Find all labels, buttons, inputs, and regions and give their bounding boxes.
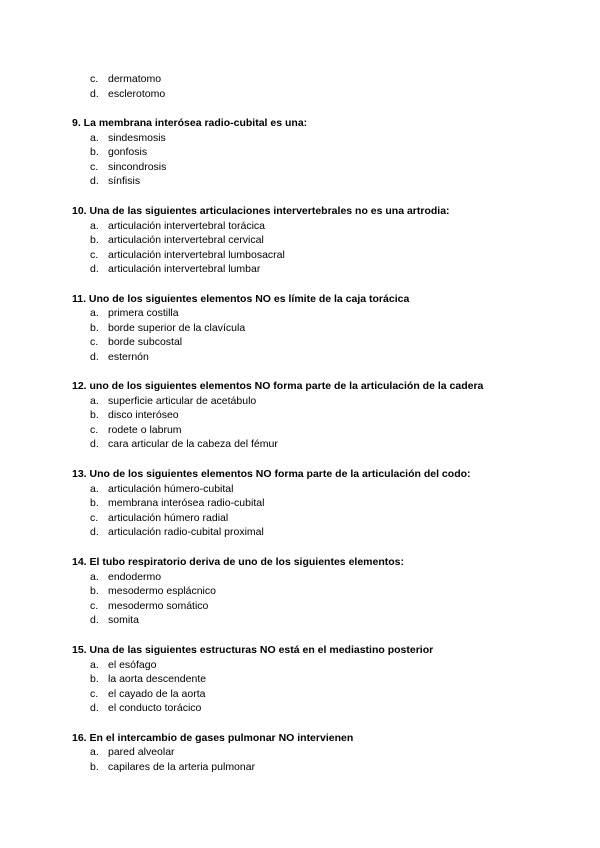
question-13-title: 13. Uno de los siguientes elementos NO forma parte de la articulación del codo: bbox=[72, 468, 471, 480]
option-text: borde superior de la clavícula bbox=[108, 322, 246, 334]
option-letter: c. bbox=[90, 161, 99, 173]
option-letter: c. bbox=[90, 424, 99, 436]
option-text: borde subcostal bbox=[108, 336, 183, 348]
option-letter: b. bbox=[90, 146, 99, 158]
question-16-title: 16. En el intercambio de gases pulmonar NO intervienen bbox=[72, 732, 354, 744]
option-text: la aorta descendente bbox=[108, 673, 207, 685]
option-letter: d. bbox=[90, 614, 99, 626]
option-letter: d. bbox=[90, 438, 99, 450]
option-letter: c. bbox=[90, 600, 99, 612]
option-letter: a. bbox=[90, 483, 99, 495]
option-text: sindesmosis bbox=[108, 132, 166, 144]
option-text: el cayado de la aorta bbox=[108, 688, 206, 700]
option-text: articulación intervertebral cervical bbox=[108, 234, 264, 246]
option-letter: b. bbox=[90, 322, 99, 334]
option-text: gonfosis bbox=[108, 146, 148, 158]
option-letter: a. bbox=[90, 307, 99, 319]
option-text: somita bbox=[108, 614, 139, 626]
option-letter: c. bbox=[90, 512, 99, 524]
option-text: esclerotomo bbox=[108, 88, 166, 100]
option-letter: d. bbox=[90, 351, 99, 363]
option-text: esternón bbox=[108, 351, 149, 363]
option-text: mesodermo somático bbox=[108, 600, 209, 612]
option-text: articulación intervertebral torácica bbox=[108, 220, 265, 232]
option-text: cara articular de la cabeza del fémur bbox=[108, 438, 278, 450]
option-letter: b. bbox=[90, 585, 99, 597]
option-letter: d. bbox=[90, 175, 99, 187]
option-text: articulación húmero radial bbox=[108, 512, 229, 524]
option-letter: b. bbox=[90, 761, 99, 773]
option-text: el esófago bbox=[108, 659, 157, 671]
option-text: pared alveolar bbox=[108, 746, 175, 758]
option-text: rodete o labrum bbox=[108, 424, 182, 436]
option-letter: d. bbox=[90, 702, 99, 714]
option-letter: a. bbox=[90, 220, 99, 232]
option-text: sínfisis bbox=[108, 175, 141, 187]
option-text: capilares de la arteria pulmonar bbox=[108, 761, 256, 773]
option-letter: b. bbox=[90, 234, 99, 246]
option-letter: a. bbox=[90, 571, 99, 583]
option-letter: b. bbox=[90, 497, 99, 509]
option-letter: c. bbox=[90, 73, 99, 85]
option-letter: a. bbox=[90, 132, 99, 144]
option-letter: a. bbox=[90, 659, 99, 671]
option-text: mesodermo esplácnico bbox=[108, 585, 216, 597]
option-letter: c. bbox=[90, 249, 99, 261]
question-9-title: 9. La membrana interósea radio-cubital es una: bbox=[72, 117, 308, 129]
option-letter: d. bbox=[90, 263, 99, 275]
option-text: endodermo bbox=[108, 571, 162, 583]
option-text: primera costilla bbox=[108, 307, 179, 319]
option-text: membrana interósea radio-cubital bbox=[108, 497, 265, 509]
option-text: disco interóseo bbox=[108, 409, 179, 421]
question-10-title: 10. Una de las siguientes articulaciones intervertebrales no es una artrodia: bbox=[72, 205, 450, 217]
question-14-title: 14. El tubo respiratorio deriva de uno de los siguientes elementos: bbox=[72, 556, 404, 568]
option-text: sincondrosis bbox=[108, 161, 167, 173]
option-text: articulación intervertebral lumbar bbox=[108, 263, 261, 275]
option-letter: d. bbox=[90, 88, 99, 100]
option-letter: c. bbox=[90, 688, 99, 700]
option-letter: a. bbox=[90, 395, 99, 407]
option-text: articulación radio-cubital proximal bbox=[108, 526, 264, 538]
option-text: dermatomo bbox=[108, 73, 162, 85]
option-letter: d. bbox=[90, 526, 99, 538]
option-text: articulación húmero-cubital bbox=[108, 483, 234, 495]
option-letter: c. bbox=[90, 336, 99, 348]
question-12-title: 12. uno de los siguientes elementos NO forma parte de la articulación de la cadera bbox=[72, 380, 484, 392]
question-11-title: 11. Uno de los siguientes elementos NO es límite de la caja torácica bbox=[72, 293, 410, 305]
option-letter: a. bbox=[90, 746, 99, 758]
option-letter: b. bbox=[90, 673, 99, 685]
option-letter: b. bbox=[90, 409, 99, 421]
option-text: articulación intervertebral lumbosacral bbox=[108, 249, 285, 261]
option-text: superficie articular de acetábulo bbox=[108, 395, 257, 407]
option-text: el conducto torácico bbox=[108, 702, 202, 714]
question-15-title: 15. Una de las siguientes estructuras NO está en el mediastino posterior bbox=[72, 644, 434, 656]
